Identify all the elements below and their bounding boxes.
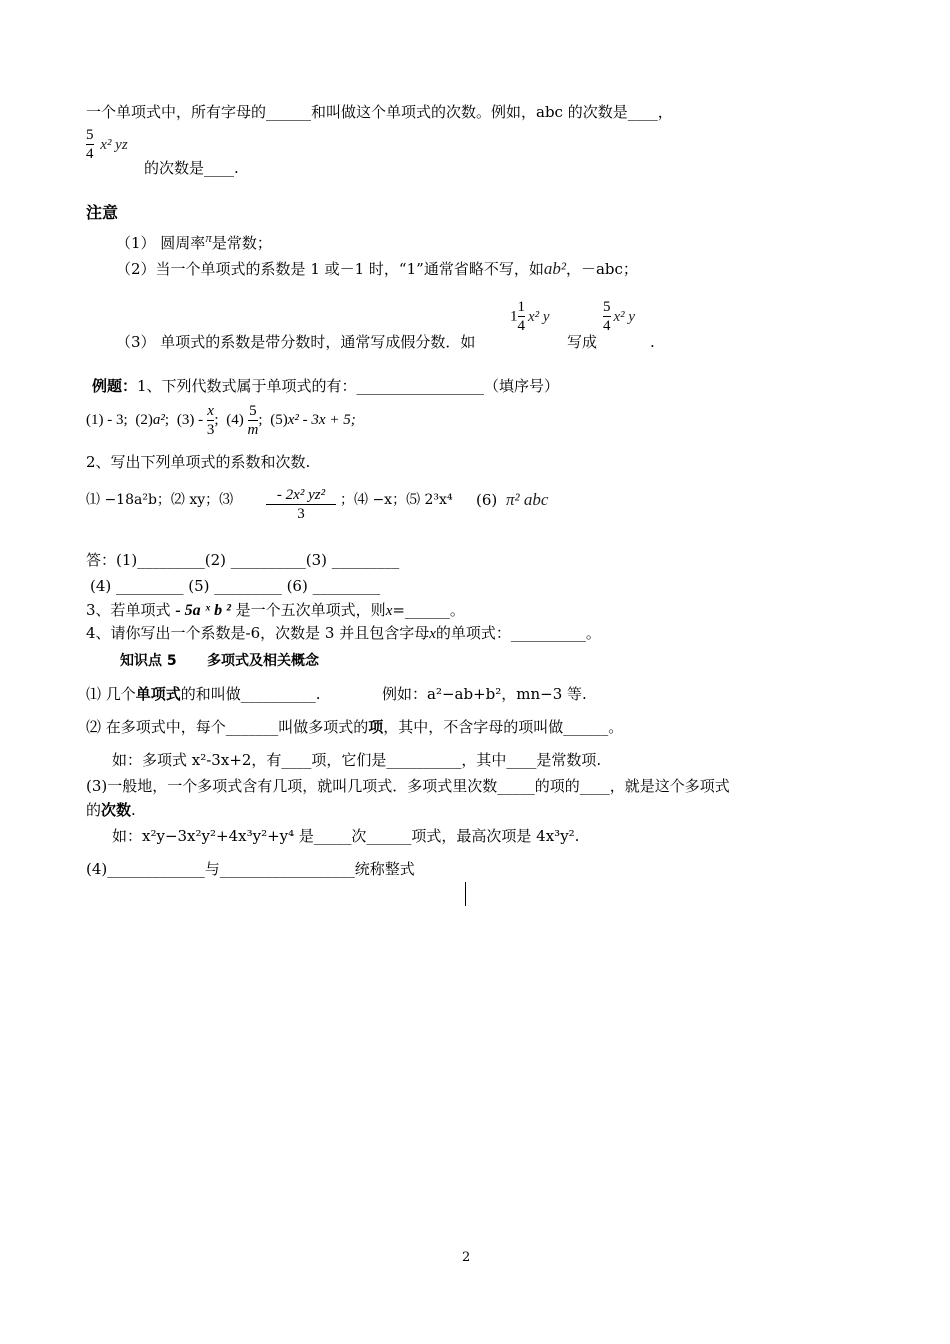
integral-expression-definition: (4)_____________与__________________统称整式 — [86, 860, 415, 878]
note-heading: 注意 — [86, 203, 119, 222]
degree-definition-text: 一个单项式中，所有字母的______和叫做这个单项式的次数。例如，abc 的次数是____， — [86, 103, 673, 121]
fraction-five-fourths: $\frac{5}{4}$ — [603, 299, 611, 334]
pi-symbol: π — [205, 230, 212, 245]
example-3-question: 3、若单项式 - 5a ˣ b ² 是一个五次单项式，则x=______。 — [86, 601, 465, 619]
note-item-3-end: . — [650, 333, 655, 351]
answer-row-1: 答：(1)_________(2) __________(3) _________ — [86, 551, 400, 569]
written-as-label: 写成 — [567, 333, 598, 351]
example-2-item-4-5: ；⑷ −x；⑸ 2³x⁴ — [340, 492, 453, 508]
example-2-fraction: $\frac{\text{- 2x² yz²}}{3}$ — [266, 486, 336, 523]
polynomial-definition: ⑴ 几个单项式的和叫做__________. — [86, 685, 321, 703]
fraction-5-over-m: $\frac{5}{m}$ — [247, 403, 259, 438]
polynomial-degree-definition-cont: 的次数. — [86, 801, 136, 819]
fraction-x-over-3: $\frac{x}{3}$ — [206, 403, 215, 438]
example-fraction-block — [86, 126, 128, 163]
fraction-five-fourths: $\frac{5}{4}$ — [86, 127, 94, 162]
polynomial-degree-definition: (3)一般地，一个多项式含有几项，就叫几项式．多项式里次数_____的项的____，就是这个多项式 — [86, 777, 730, 795]
note-item-3: （3） 单项式的系数是带分数时，通常写成假分数．如 — [116, 333, 476, 351]
expression-x2yz: x² yz — [100, 136, 128, 153]
page-number: 2 — [462, 1250, 471, 1265]
knowledge-point-label: 知识点 5 — [120, 653, 177, 669]
note-item-2: （2）当一个单项式的系数是 1 或－1 时，“1”通常省略不写，如ab²，－abc； — [116, 259, 638, 278]
polynomial-degree-example: 如：x²y−3x²y²+4x³y²+y⁴ 是_____次______项式，最高次项是 4x³y². — [112, 827, 580, 845]
polynomial-terms-example: 如：多项式 x²-3x+2，有____项，它们是__________，其中____是常数项. — [112, 751, 602, 769]
expression-minus-5axb2: - 5a ˣ b ² — [175, 602, 231, 619]
polynomial-example: 例如：a²−ab+b²，mn−3 等. — [382, 685, 587, 703]
mixed-fraction-example: 1 $\frac{1}{4}$ x² y — [510, 299, 550, 334]
polynomial-terms-definition: ⑵ 在多项式中，每个_______叫做多项式的项，其中，不含字母的项叫做______。 — [86, 718, 624, 736]
knowledge-point-title: 多项式及相关概念 — [207, 653, 319, 669]
example-1-options: (1) - 3; (2)a²; (3) - $\frac{x}{3}$ ; (4) $\frac{5}{m}$ ; (5)x² - 3x + 5; — [86, 403, 356, 438]
example-4-question: 4、请你写出一个系数是-6，次数是 3 并且包含字母x的单项式：__________。 — [86, 624, 601, 642]
example-2-item-6: (6) π² abc — [476, 490, 549, 509]
example-2-item-1-2: ⑴ −18a²b；⑵ xy；⑶ — [86, 492, 234, 508]
fraction-one-fourth: $\frac{1}{4}$ — [517, 299, 525, 334]
example-2-question: 2、写出下列单项式的系数和次数. — [86, 453, 311, 471]
note-item-1: （1） 圆周率π是常数； — [116, 230, 272, 252]
expression-ab2: ab² — [543, 259, 566, 278]
text-cursor — [465, 882, 466, 906]
degree-question-text: 的次数是____. — [144, 159, 239, 177]
example-label: 例题： — [92, 377, 138, 395]
improper-fraction-example: $\frac{5}{4}$ x² y — [603, 299, 636, 334]
answer-row-2: (4) _________ (5) _________ (6) _________ — [90, 577, 381, 595]
example-1-question: 例题：1、下列代数式属于单项式的有：_________________（填序号） — [92, 377, 560, 395]
